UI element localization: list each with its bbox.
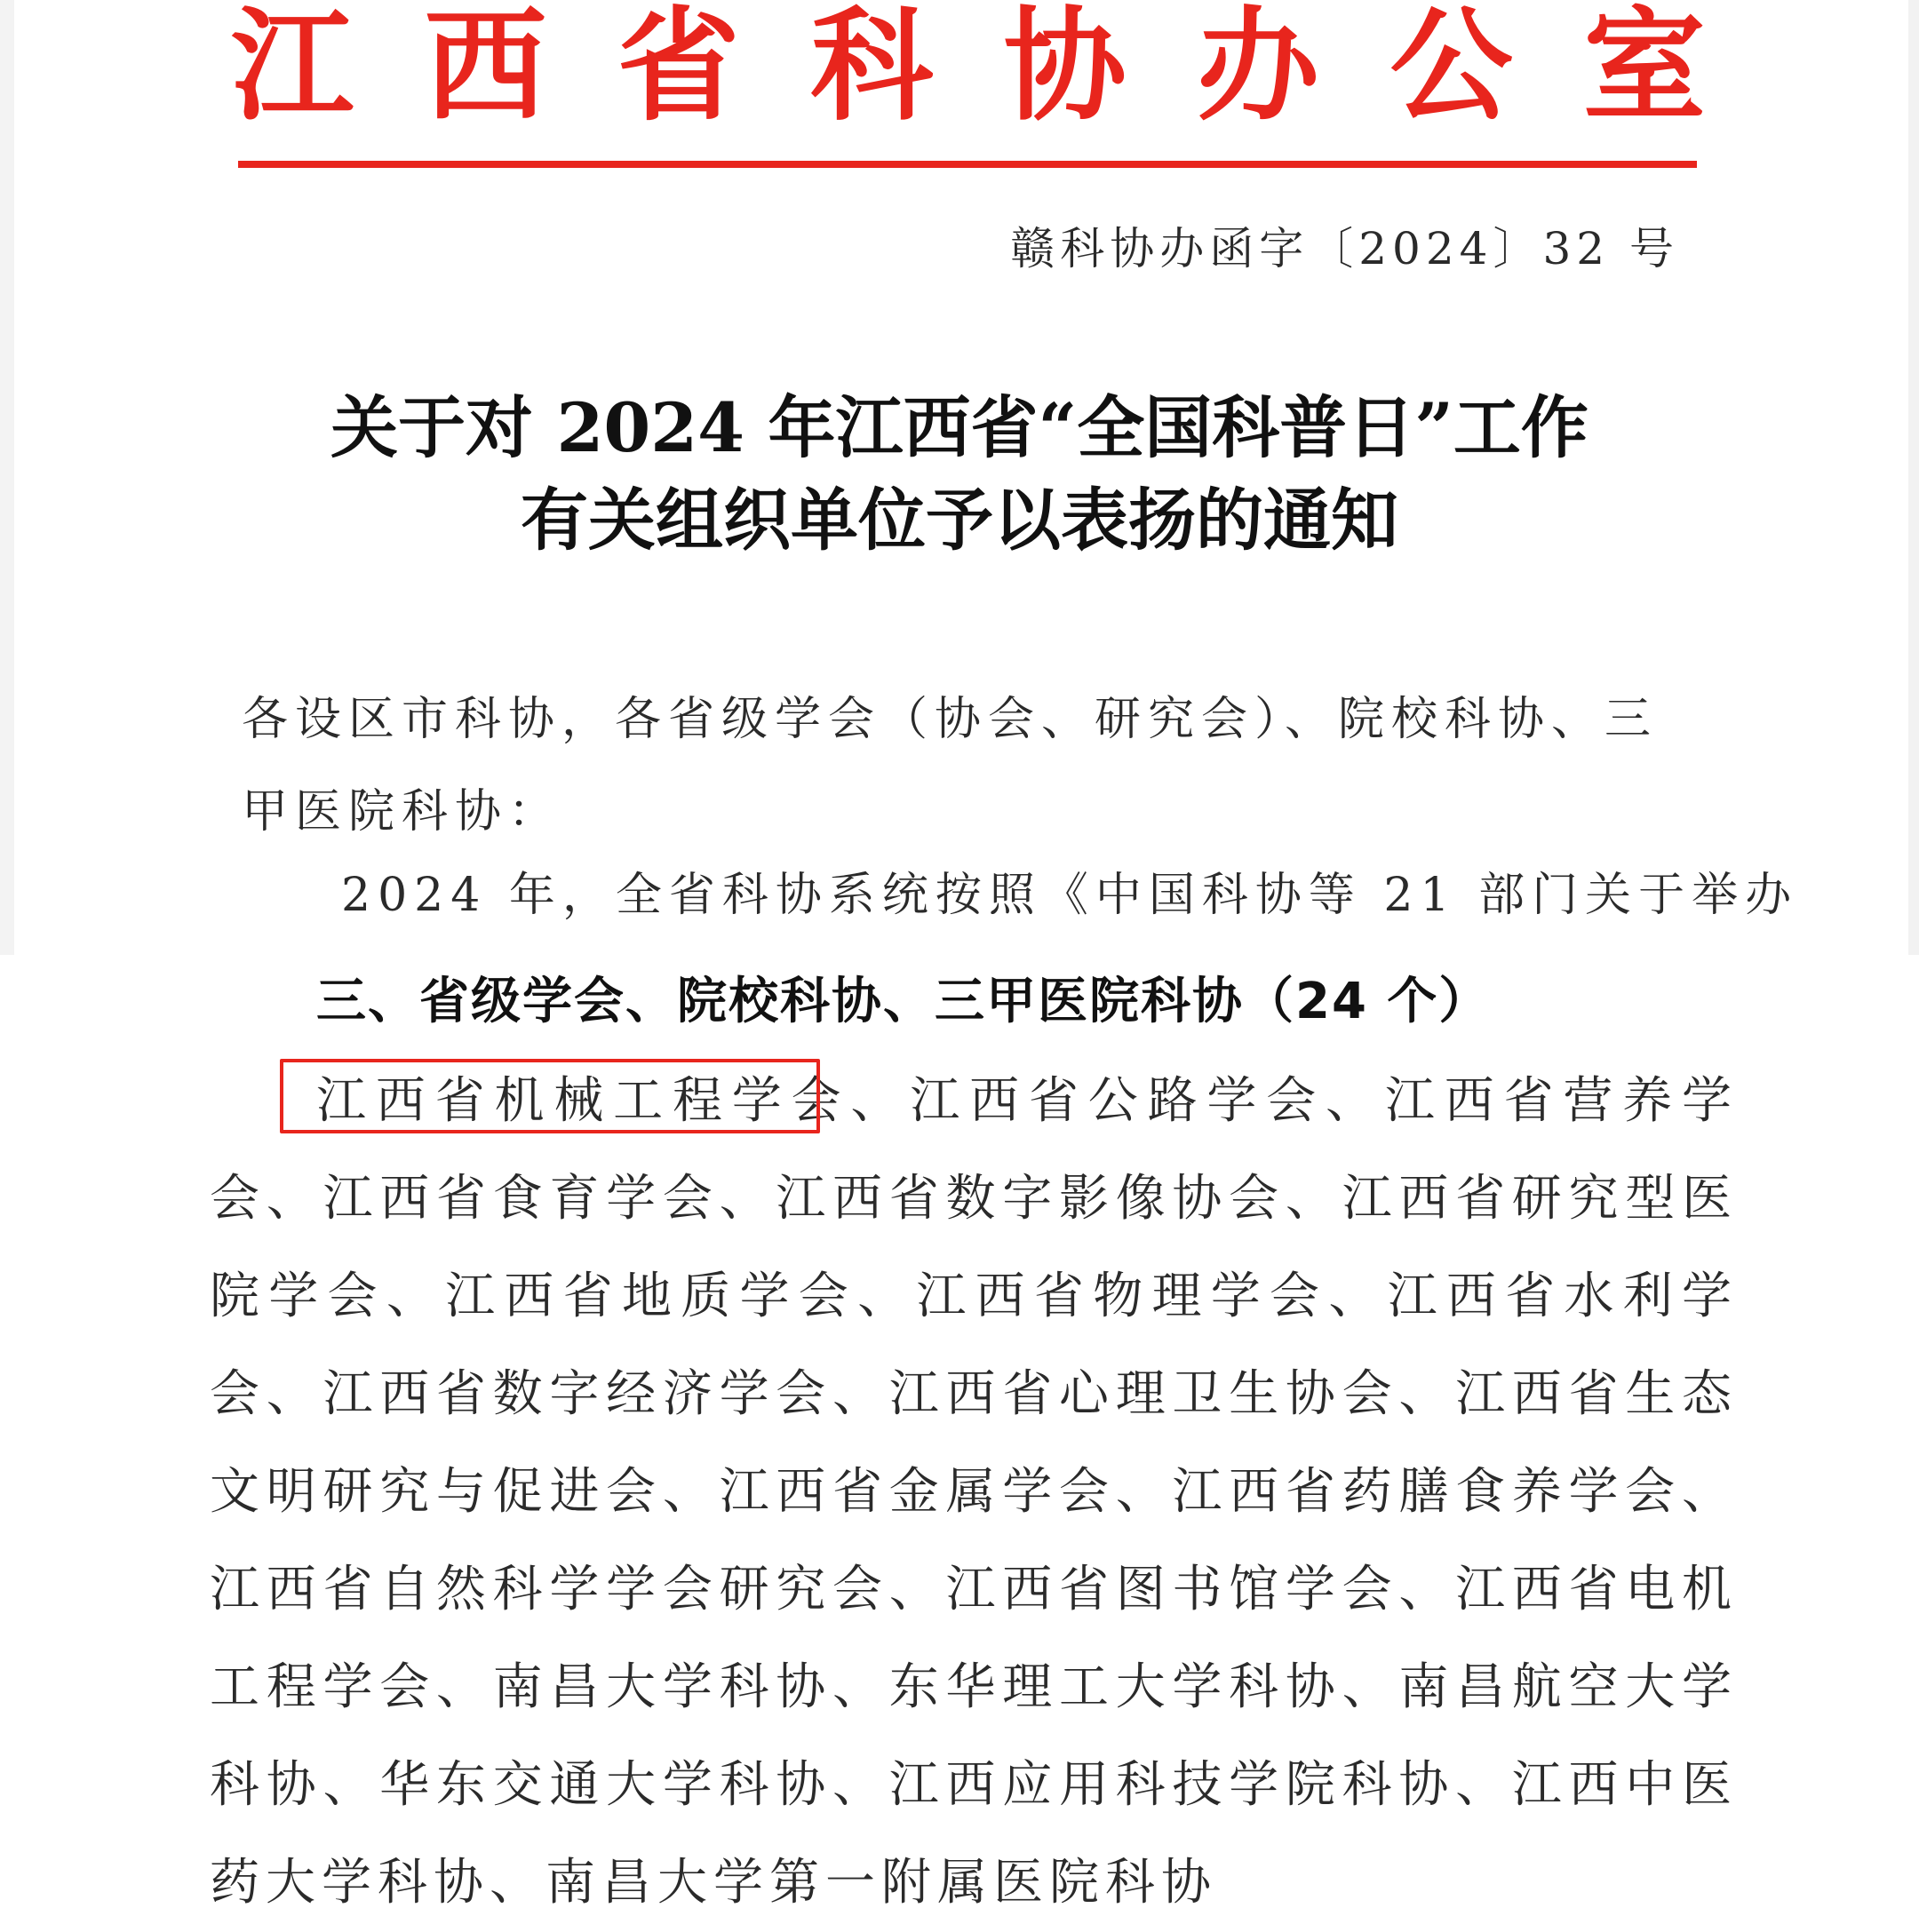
letterhead-char: 西 [424,0,547,138]
letterhead-divider [238,161,1697,168]
letterhead-char: 江 [231,0,354,138]
section-heading: 三、省级学会、院校科协、三甲医院科协（24 个） [316,973,1491,1030]
document-title-line: 关于对 2024 年江西省“全国科普日”工作 [330,388,1589,467]
intro-paragraph: 2024 年，全省科协系统按照《中国科协等 21 部门关于举办 [341,869,1799,922]
letterhead-char: 省 [617,0,740,138]
letterhead-char: 室 [1582,0,1706,138]
salutation: 各设区市科协，各省级学会（协会、研究会）、院校科协、三甲医院科协： [242,693,1659,839]
document-number: 赣科协办函字〔2024〕32 号 [1010,223,1679,274]
letterhead-char: 办 [1197,0,1320,138]
organization-list: 江西省机械工程学会、江西省公路学会、江西省营养学会、江西省食育学会、江西省数字影像协会、江西省研究型医院学会、江西省地质学会、江西省物理学会、江西省水利学会、江西省数字经济学会、江西省心理卫生协会、江西省生态文明研究与促进会、江西省金属学会、江西省药膳食养学会、江西省自然科学学会研究会、江西省图书馆学会、江西省电机工程学会、南昌大学科协、东华理工大学科协、南昌航空大学科协、华东交通大学科协、江西应用科技学院科协、江西中医药大学科协、南昌大学第一附属医院科协 [210,1072,1738,1912]
document-title [0,382,1919,567]
highlight-annotation-box [280,1059,820,1133]
letterhead-char: 公 [1389,0,1513,138]
letterhead-char: 科 [810,0,934,138]
document-title-line: 有关组织单位予以表扬的通知 [521,481,1398,560]
letterhead-char: 协 [1003,0,1127,138]
letterhead [231,0,1706,138]
